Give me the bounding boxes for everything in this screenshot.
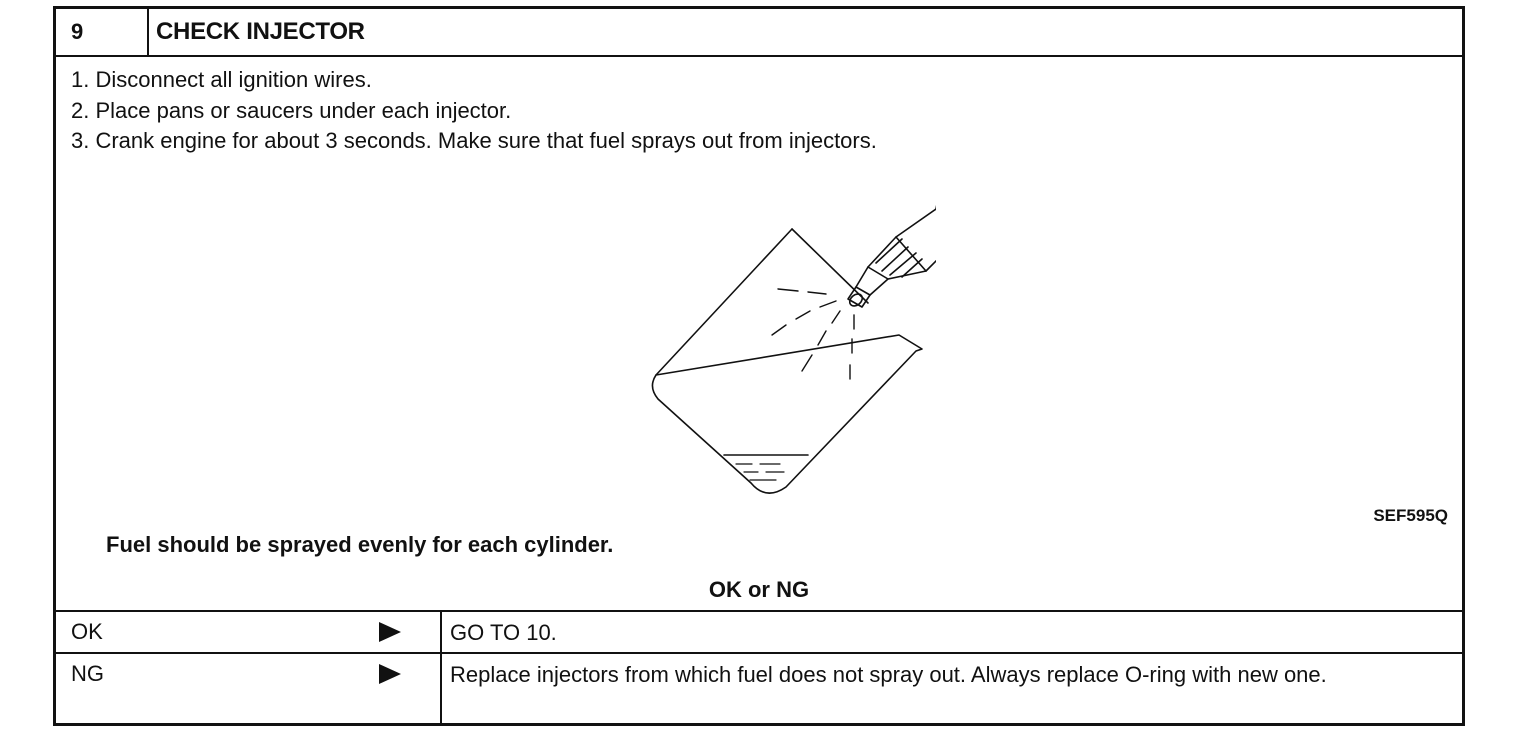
- result-action: Replace injectors from which fuel does not spray out. Always replace O-ring with new one.: [440, 654, 1462, 723]
- step-number: 9: [56, 9, 149, 55]
- instruction-list: [71, 65, 877, 157]
- instruction-item: 1. Disconnect all ignition wires.: [71, 67, 372, 92]
- result-label: OK: [71, 619, 103, 644]
- inspection-note: Fuel should be sprayed evenly for each cylinder.: [106, 532, 614, 557]
- result-row-ok: [56, 610, 1462, 654]
- pan-outline: [652, 229, 922, 493]
- right-arrow-icon: [379, 664, 401, 684]
- judgement-heading: OK or NG: [708, 577, 810, 602]
- step-header: [56, 9, 1462, 57]
- injector-icon: [847, 195, 936, 308]
- injector-spray-illustration: [591, 181, 936, 501]
- result-label: NG: [71, 661, 104, 686]
- fuel-liquid-lines: [736, 464, 784, 480]
- instruction-item: 3. Crank engine for about 3 seconds. Make sure that fuel sprays out from injectors.: [71, 128, 877, 153]
- figure-code: SEF595Q: [1373, 506, 1448, 525]
- result-row-ng: [56, 652, 1462, 723]
- result-action: GO TO 10.: [440, 612, 1462, 654]
- step-title: CHECK INJECTOR: [156, 18, 365, 45]
- right-arrow-icon: [379, 622, 401, 642]
- pan-left-edge: [656, 229, 792, 375]
- instruction-item: 2. Place pans or saucers under each injector.: [71, 97, 512, 123]
- fuel-spray-lines: [772, 289, 854, 379]
- check-injector-procedure: [53, 6, 1465, 726]
